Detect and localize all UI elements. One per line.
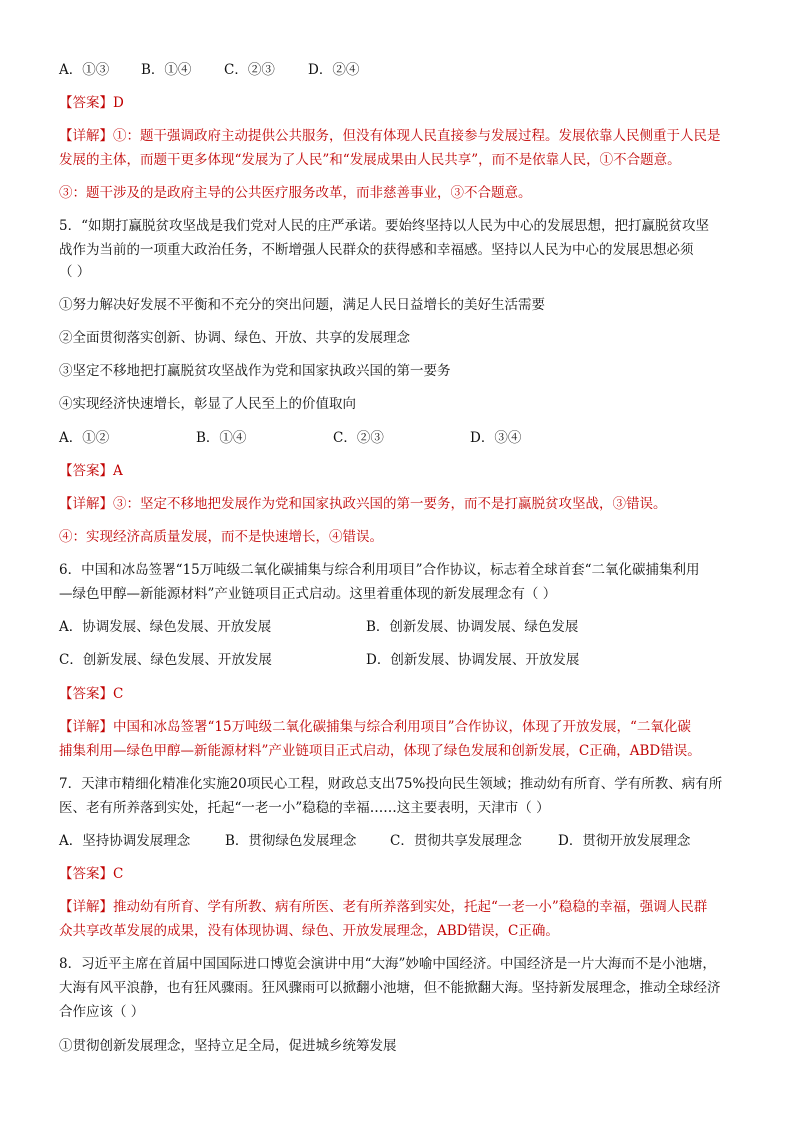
q8-stem-line-1: 8．习近平主席在首届中国国际进口博览会演讲中用“大海”妙喻中国经济。中国经济是一片大海而不是小池塘， bbox=[59, 956, 716, 972]
q7-detail-line-1 bbox=[59, 897, 707, 917]
q4-detail-line-2: 发展的主体，而题干更多体现“发展为了人民”和“发展成果由人民共享”，而不是依靠人民，①不合题意。 bbox=[59, 152, 681, 168]
q6-detail-line-1 bbox=[59, 717, 691, 737]
q8-stem-line-3: 合作应该（ ） bbox=[59, 1004, 145, 1020]
q6-stem-line-2: —绿色甲醇—新能源材料”产业链项目正式启动。这里着重体现的新发展理念有（ ） bbox=[59, 586, 557, 602]
q4-option-c: C．②③ bbox=[224, 62, 275, 78]
q5-stem-line-2: 战作为当前的一项重大政治任务，不断增强人民群众的获得感和幸福感。坚持以人民为中心的发展思想必须 bbox=[59, 242, 694, 258]
q5-item-1: ①努力解决好发展不平衡和不充分的突出问题，满足人民日益增长的美好生活需要 bbox=[59, 297, 545, 313]
answer-label: 【答案】 bbox=[59, 866, 113, 882]
q7-option-a: A．坚持协调发展理念 bbox=[59, 833, 191, 849]
answer-value: D bbox=[113, 95, 124, 111]
detail-text: 推动幼有所育、学有所教、病有所医、老有所养落到实处，托起“一老一小”稳稳的幸福，强调人民群 bbox=[113, 899, 708, 915]
q7-answer bbox=[59, 864, 123, 884]
q7-option-d: D．贯彻开放发展理念 bbox=[558, 833, 691, 849]
q5-detail-line-2: ④：实现经济高质量发展，而不是快速增长，④错误。 bbox=[59, 529, 383, 545]
q5-option-a: A．①② bbox=[59, 430, 110, 446]
q8-stem-line-2: 大海有风平浪静，也有狂风骤雨。狂风骤雨可以掀翻小池塘，但不能掀翻大海。坚持新发展理念，推动全球经济 bbox=[59, 980, 721, 996]
answer-label: 【答案】 bbox=[59, 686, 113, 702]
detail-text: 中国和冰岛签署“15万吨级二氧化碳捕集与综合利用项目”合作协议，体现了开放发展，“二氧化碳 bbox=[113, 719, 691, 735]
q4-option-b: B．①④ bbox=[141, 62, 192, 78]
answer-value: C bbox=[113, 866, 124, 882]
q8-item-1: ①贯彻创新发展理念，坚持立足全局，促进城乡统筹发展 bbox=[59, 1038, 397, 1054]
q7-option-b: B．贯彻绿色发展理念 bbox=[225, 833, 357, 849]
q7-detail-line-2: 众共享改革发展的成果，没有体现协调、绿色、开放发展理念，ABD错误，C正确。 bbox=[59, 923, 559, 939]
q4-option-d: D．②④ bbox=[308, 62, 360, 78]
q5-option-d: D．③④ bbox=[470, 430, 522, 446]
q6-detail-line-2: 捕集利用—绿色甲醇—新能源材料”产业链项目正式启动，体现了绿色发展和创新发展，C正确，ABD错误。 bbox=[59, 743, 701, 759]
q5-option-b: B．①④ bbox=[196, 430, 247, 446]
q7-stem-line-2: 医、老有所养落到实处，托起“一老一小”稳稳的幸福……这主要表明，天津市（ ） bbox=[59, 800, 550, 816]
q5-item-2: ②全面贯彻落实创新、协调、绿色、开放、共享的发展理念 bbox=[59, 330, 410, 346]
q4-answer bbox=[59, 93, 124, 113]
q6-stem-line-1: 6．中国和冰岛签署“15万吨级二氧化碳捕集与综合利用项目”合作协议，标志着全球首套“二氧化碳捕集利用 bbox=[59, 562, 700, 578]
q7-stem-line-1: 7．天津市精细化精准化实施20项民心工程，财政总支出75%投向民生领域；推动幼有所育、学有所教、病有所 bbox=[59, 776, 723, 792]
answer-value: A bbox=[113, 463, 123, 479]
q4-detail-line-3: ③：题干涉及的是政府主导的公共医疗服务改革，而非慈善事业，③不合题意。 bbox=[59, 185, 532, 201]
answer-value: C bbox=[113, 686, 124, 702]
q4-option-a: A．①③ bbox=[59, 62, 110, 78]
answer-label: 【答案】 bbox=[59, 463, 113, 479]
detail-label: 【详解】 bbox=[59, 496, 113, 512]
q5-option-c: C．②③ bbox=[333, 430, 384, 446]
q6-option-a: A．协调发展、绿色发展、开放发展 bbox=[59, 619, 272, 635]
q5-answer bbox=[59, 461, 123, 481]
q6-option-d: D．创新发展、协调发展、开放发展 bbox=[366, 652, 580, 668]
detail-text: ③：坚定不移地把发展作为党和国家执政兴国的第一要务，而不是打赢脱贫攻坚战，③错误。 bbox=[113, 496, 667, 512]
answer-label: 【答案】 bbox=[59, 95, 113, 111]
detail-label: 【详解】 bbox=[59, 899, 113, 915]
q5-detail-line-1 bbox=[59, 494, 667, 514]
q5-item-4: ④实现经济快速增长，彰显了人民至上的价值取向 bbox=[59, 396, 356, 412]
detail-text: ①：题干强调政府主动提供公共服务，但没有体现人民直接参与发展过程。发展依靠人民侧重于人民是 bbox=[113, 128, 721, 144]
q5-item-3: ③坚定不移地把打赢脱贫攻坚战作为党和国家执政兴国的第一要务 bbox=[59, 363, 451, 379]
q6-option-c: C．创新发展、绿色发展、开放发展 bbox=[59, 652, 272, 668]
q5-stem-line-3: （ ） bbox=[59, 264, 91, 280]
q4-detail-line-1 bbox=[59, 126, 721, 146]
q5-stem-line-1: 5．“如期打赢脱贫攻坚战是我们党对人民的庄严承诺。要始终坚持以人民为中心的发展思想，把打赢脱贫攻坚 bbox=[59, 218, 709, 234]
detail-label: 【详解】 bbox=[59, 719, 113, 735]
q7-option-c: C．贯彻共享发展理念 bbox=[390, 833, 522, 849]
q6-answer bbox=[59, 684, 123, 704]
q6-option-b: B．创新发展、协调发展、绿色发展 bbox=[366, 619, 579, 635]
detail-label: 【详解】 bbox=[59, 128, 113, 144]
